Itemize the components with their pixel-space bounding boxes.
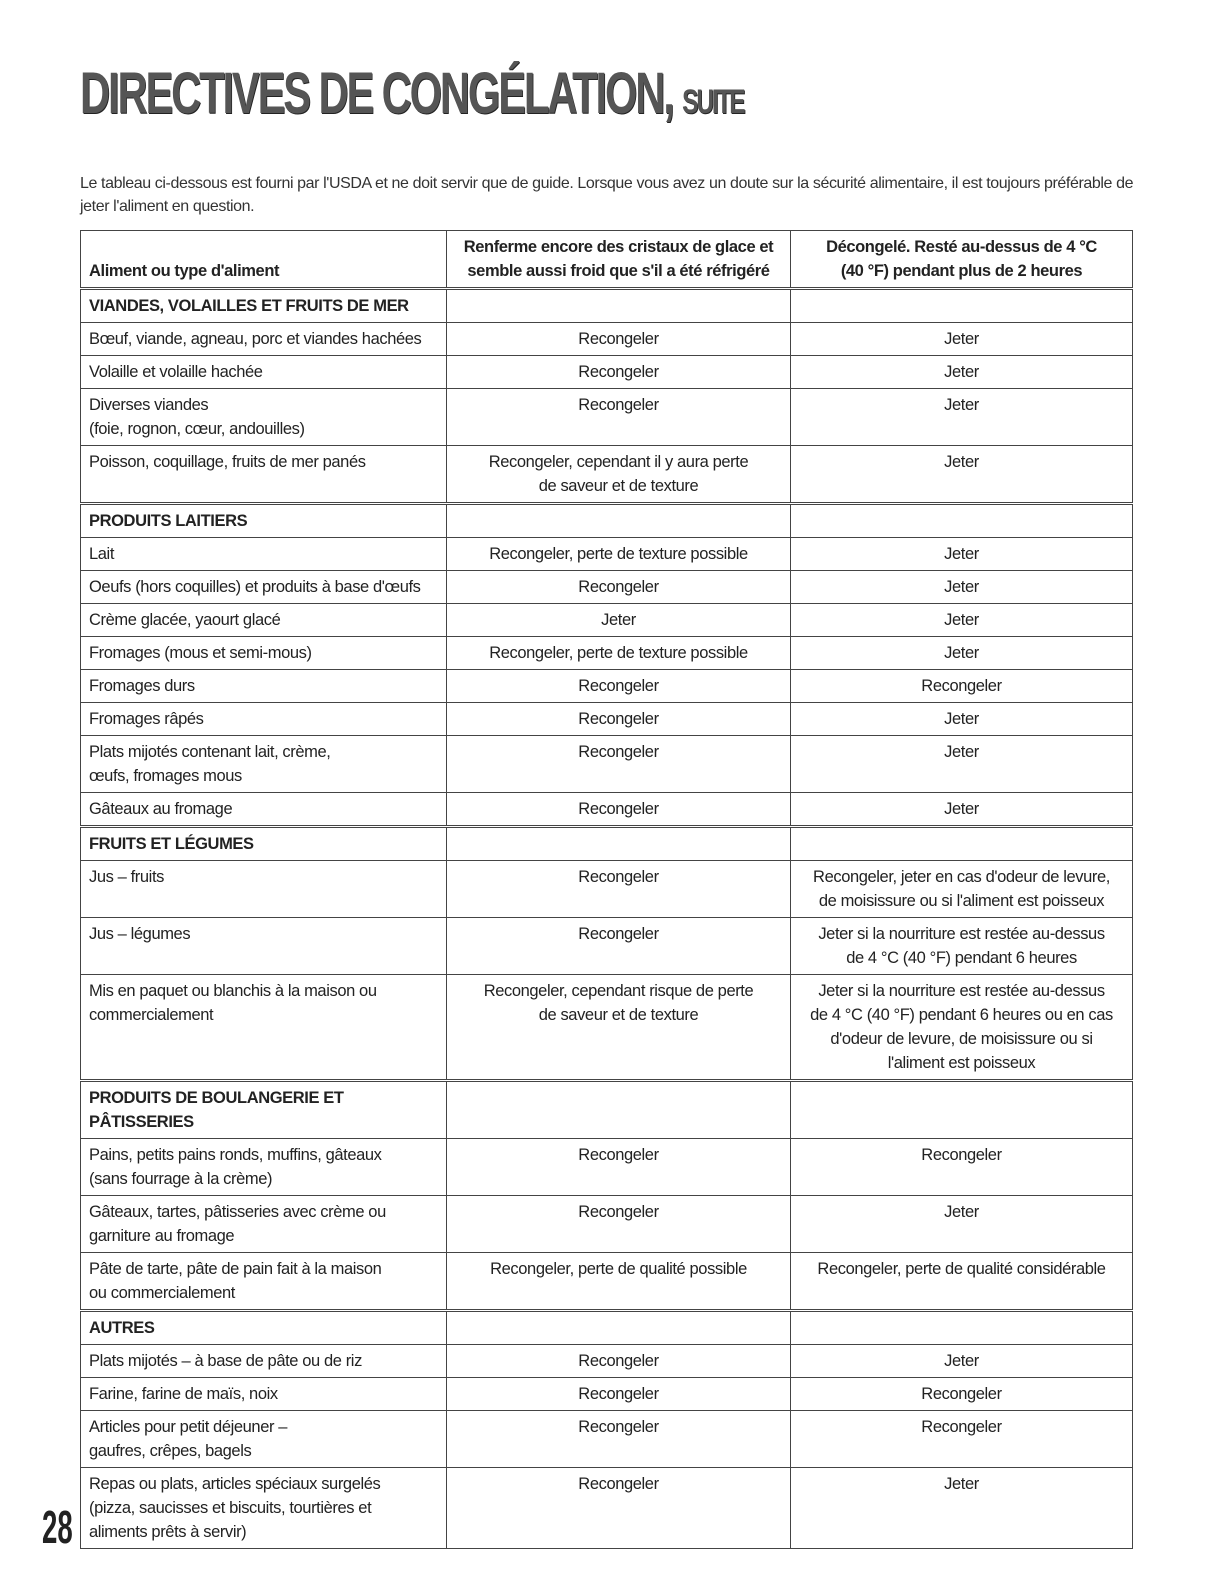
table-row [81,918,1133,975]
thawed-cell: Jeter [791,538,1133,571]
table-row [81,793,1133,827]
thawed-cell: Recongeler [791,1411,1133,1468]
empty-cell [791,827,1133,861]
title-suffix: SUITE [682,83,744,121]
header-thawed: Décongelé. Resté au-dessus de 4 °C (40 °F) pendant plus de 2 heures [791,231,1133,289]
thawed-cell: Jeter si la nourriture est restée au-dessus de 4 °C (40 °F) pendant 6 heures ou en cas d'odeur de levure, de moisissure ou si l'aliment est poisseux [791,975,1133,1081]
food-cell: Jus – fruits [81,861,447,918]
thawed-cell: Jeter [791,1468,1133,1549]
ice-crystals-cell: Recongeler, perte de texture possible [447,538,791,571]
table-row [81,323,1133,356]
section-title: VIANDES, VOLAILLES ET FRUITS DE MER [81,289,447,323]
food-cell: Bœuf, viande, agneau, porc et viandes hachées [81,323,447,356]
ice-crystals-cell: Recongeler [447,1378,791,1411]
table-row [81,446,1133,504]
empty-cell [791,1081,1133,1139]
food-cell: Lait [81,538,447,571]
table-row [81,1378,1133,1411]
title-main: DIRECTIVES DE CONGÉLATION, [80,61,673,126]
thawed-cell: Jeter [791,703,1133,736]
empty-cell [791,504,1133,538]
thawed-cell: Recongeler [791,670,1133,703]
section-header-row [81,1081,1133,1139]
empty-cell [447,1311,791,1345]
food-cell: Pâte de tarte, pâte de pain fait à la maison ou commercialement [81,1253,447,1311]
thawed-cell: Recongeler [791,1139,1133,1196]
section-title: PRODUITS LAITIERS [81,504,447,538]
thawed-cell: Jeter [791,571,1133,604]
thawed-cell: Jeter [791,604,1133,637]
section-header-row [81,504,1133,538]
section-header-row [81,827,1133,861]
table-header-row [81,231,1133,289]
section-header-row [81,289,1133,323]
ice-crystals-cell: Recongeler, perte de qualité possible [447,1253,791,1311]
thawed-cell: Jeter [791,637,1133,670]
table-row [81,670,1133,703]
ice-crystals-cell: Recongeler, perte de texture possible [447,637,791,670]
page-number: 28 [42,1501,73,1553]
thawed-cell: Jeter [791,446,1133,504]
food-cell: Pains, petits pains ronds, muffins, gâteaux (sans fourrage à la crème) [81,1139,447,1196]
food-cell: Repas ou plats, articles spéciaux surgelés (pizza, saucisses et biscuits, tourtières et aliments prêts à servir) [81,1468,447,1549]
ice-crystals-cell: Recongeler, cependant risque de perte de saveur et de texture [447,975,791,1081]
ice-crystals-cell: Recongeler [447,670,791,703]
ice-crystals-cell: Recongeler [447,1139,791,1196]
thawed-cell: Jeter [791,793,1133,827]
ice-crystals-cell: Recongeler [447,571,791,604]
food-cell: Gâteaux au fromage [81,793,447,827]
thawed-cell: Recongeler, jeter en cas d'odeur de levure, de moisissure ou si l'aliment est poisseux [791,861,1133,918]
empty-cell [447,827,791,861]
thawed-cell: Recongeler [791,1378,1133,1411]
food-cell: Diverses viandes (foie, rognon, cœur, andouilles) [81,389,447,446]
ice-crystals-cell: Recongeler [447,389,791,446]
ice-crystals-cell: Recongeler [447,918,791,975]
empty-cell [447,289,791,323]
ice-crystals-cell: Recongeler [447,1468,791,1549]
page-title [80,60,743,127]
food-cell: Poisson, coquillage, fruits de mer panés [81,446,447,504]
empty-cell [447,1081,791,1139]
ice-crystals-cell: Recongeler [447,356,791,389]
ice-crystals-cell: Jeter [447,604,791,637]
ice-crystals-cell: Recongeler [447,793,791,827]
ice-crystals-cell: Recongeler [447,861,791,918]
table-row [81,538,1133,571]
thawed-cell: Jeter [791,1345,1133,1378]
food-cell: Articles pour petit déjeuner – gaufres, crêpes, bagels [81,1411,447,1468]
ice-crystals-cell: Recongeler [447,703,791,736]
ice-crystals-cell: Recongeler [447,1196,791,1253]
table-row [81,861,1133,918]
ice-crystals-cell: Recongeler, cependant il y aura perte de saveur et de texture [447,446,791,504]
thawed-cell: Recongeler, perte de qualité considérable [791,1253,1133,1311]
table-row [81,703,1133,736]
thawed-cell: Jeter [791,389,1133,446]
section-title: FRUITS ET LÉGUMES [81,827,447,861]
food-cell: Volaille et volaille hachée [81,356,447,389]
table-row [81,1411,1133,1468]
freezing-guidelines-table [80,230,1133,1549]
section-title: PRODUITS DE BOULANGERIE ET PÂTISSERIES [81,1081,447,1139]
thawed-cell: Jeter [791,1196,1133,1253]
food-cell: Crème glacée, yaourt glacé [81,604,447,637]
table-row [81,736,1133,793]
section-title: AUTRES [81,1311,447,1345]
table-row [81,975,1133,1081]
food-cell: Fromages durs [81,670,447,703]
header-food: Aliment ou type d'aliment [81,231,447,289]
table-row [81,637,1133,670]
food-cell: Plats mijotés – à base de pâte ou de riz [81,1345,447,1378]
ice-crystals-cell: Recongeler [447,736,791,793]
empty-cell [791,1311,1133,1345]
thawed-cell: Jeter [791,736,1133,793]
intro-paragraph: Le tableau ci-dessous est fourni par l'USDA et ne doit servir que de guide. Lorsque vous avez un doute sur la sécurité alimentaire, il est toujours préférable de jeter l'aliment en question. [80,175,1134,215]
food-cell: Farine, farine de maïs, noix [81,1378,447,1411]
table-row [81,1139,1133,1196]
table-row [81,1253,1133,1311]
food-cell: Fromages (mous et semi-mous) [81,637,447,670]
table-row [81,1345,1133,1378]
thawed-cell: Jeter [791,323,1133,356]
food-cell: Gâteaux, tartes, pâtisseries avec crème ou garniture au fromage [81,1196,447,1253]
empty-cell [791,289,1133,323]
table-row [81,1468,1133,1549]
food-cell: Oeufs (hors coquilles) et produits à base d'œufs [81,571,447,604]
table-row [81,1196,1133,1253]
thawed-cell: Jeter si la nourriture est restée au-dessus de 4 °C (40 °F) pendant 6 heures [791,918,1133,975]
ice-crystals-cell: Recongeler [447,323,791,356]
thawed-cell: Jeter [791,356,1133,389]
table-row [81,389,1133,446]
section-header-row [81,1311,1133,1345]
food-cell: Fromages râpés [81,703,447,736]
table-row [81,571,1133,604]
food-cell: Plats mijotés contenant lait, crème, œufs, fromages mous [81,736,447,793]
table-row [81,356,1133,389]
ice-crystals-cell: Recongeler [447,1345,791,1378]
header-ice-crystals: Renferme encore des cristaux de glace et semble aussi froid que s'il a été réfrigéré [447,231,791,289]
table-row [81,604,1133,637]
food-cell: Mis en paquet ou blanchis à la maison ou commercialement [81,975,447,1081]
food-cell: Jus – légumes [81,918,447,975]
empty-cell [447,504,791,538]
ice-crystals-cell: Recongeler [447,1411,791,1468]
